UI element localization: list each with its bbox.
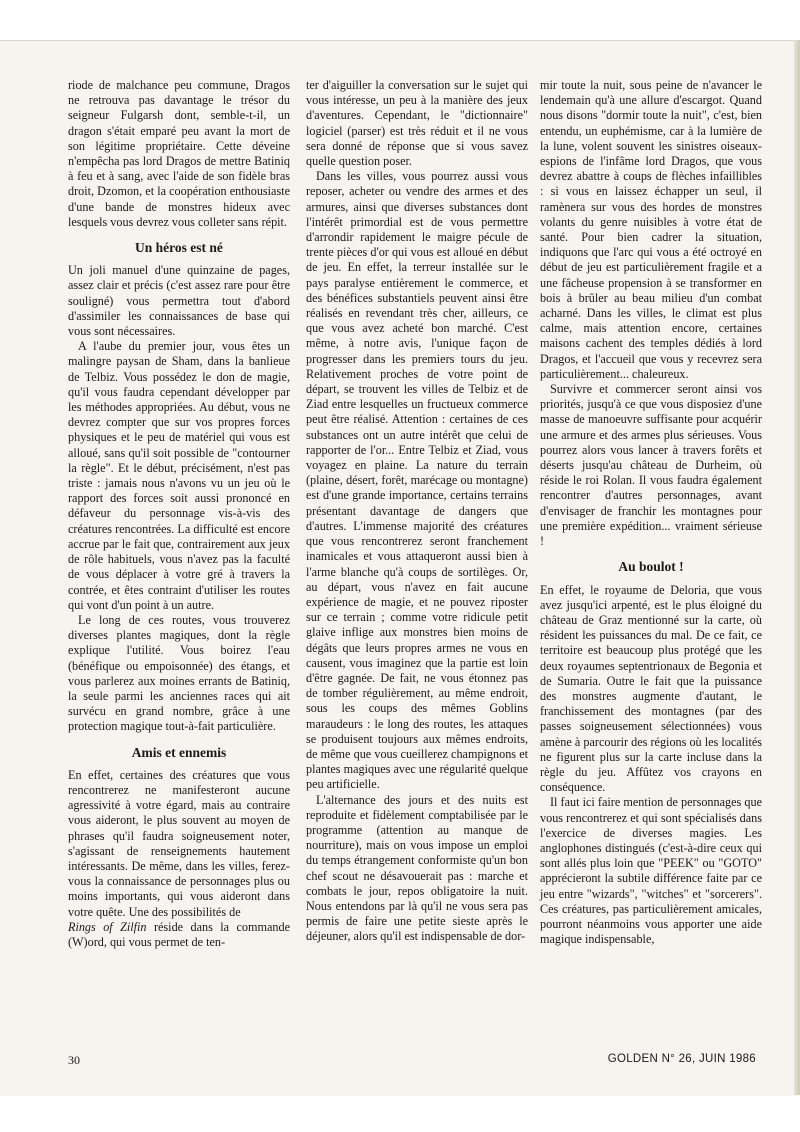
- paragraph: riode de malchance peu commune, Dragos ne retrouva pas davantage le trésor du seigneur Fulgarsh dont, semble-t-il, un dragon s'était emparé peu avant la mort de son légitime propriétaire. Cette déveine n'empêcha pas lord Dragos de mettre Batiniq à feu et à sang, avec l'aide de son fidèle bras droit, Dzomon, et la coopération enthousiaste d'une bande de monstres hideux avec lesquels vous devrez vous colleter sans répit.: [68, 78, 290, 229]
- paragraph-continuation: [68, 920, 290, 950]
- paragraph: Survivre et commercer seront ainsi vos priorités, jusqu'à ce que vous disposiez d'une masse de manoeuvre suffisante pour acquérir une armure et des armes plus sérieuses. Vous pourrez alors vous lancer à travers forêts et déserts jusqu'au château de Durheim, où réside le roi Rolan. Il vous faudra également rencontrer d'autres personnages, avant d'envisager de franchir les montagnes pour une première expédition... vraiment sérieuse !: [540, 382, 762, 549]
- paragraph: L'alternance des jours et des nuits est reproduite et fidèlement comptabilisée par le programme (attention au manque de nourriture), mais on vous impose un emploi du temps étrangement conformiste qu'un bon chef scout ne désavouerait pas : marche et combats le jour, repos obligatoire la nuit. Nous entendons par là qu'il ne vous sera pas permis de faire une petite sieste après le déjeuner, alors qu'il est indispensable de dor-: [306, 792, 528, 944]
- paragraph-text: réside dans la commande (W)ord, qui vous permet de ten-: [68, 919, 290, 949]
- paragraph: Le long de ces routes, vous trouverez diverses plantes magiques, dont la règle explique l'utilité. Vous boirez l'eau (bénéfique ou empoisonnée) des étangs, et vous parlerez aux moines errants de Batiniq, la seule parmi les anciennes races qui ait survécu en grand nombre, grâce à une protection magique tout-à-fait particulière.: [68, 612, 290, 734]
- game-title: Rings of Zilfin: [68, 919, 147, 934]
- page-number: 30: [68, 1053, 80, 1067]
- issue-line: GOLDEN N° 26, JUIN 1986: [607, 1053, 756, 1065]
- section-heading: Amis et ennemis: [131, 744, 227, 760]
- paragraph: mir toute la nuit, sous peine de n'avancer le lendemain qu'à une allure d'escargot. Quand nous disons "dormir toute la nuit", c'est, bien entendu, un euphémisme, car à la lumière de la lune, volent souvent les sinistres oiseaux-espions de l'infâme lord Dragos, que vous devrez abattre à coups de flèches infaillibles : si vous en laissez échapper un seul, il ramènera sur vous des hordes de monstres volants du genre nuisibles à votre état de santé. Pour bien cadrer la situation, indiquons que l'arc qui vous a été octroyé en début de jeu est particulièrement fragile et a une fâcheuse propension à se transformer en bois à brûler au beau milieu d'un combat acharné. Dans les villes, le climat est plus calme, mais attention encore, certaines maisons cachent des temples dédiés à lord Dragos, et l'accueil que vous y recevrez sera particulièrement... chaleureux.: [540, 78, 762, 381]
- column-2: [306, 78, 528, 945]
- paragraph: A l'aube du premier jour, vous êtes un malingre paysan de Sham, dans la banlieue de Telbiz. Vous possédez le don de magie, qu'il vous faudra cependant développer par les méthodes appropriées. Au début, vous ne devrez compter que sur vos propres forces physiques et le peu de matériel qui vous est alloué, sans qu'il soit possible de "contourner la règle". Et le début, précisément, n'est pas triste : jamais nous n'avons vu un jeu où le rapport des forces soit aussi prononcé en défaveur du personnage vis-à-vis des créatures rencontrées. La difficulté est encore accrue par le fait que, contrairement aux jeux de rôle habituels, vous n'avez pas la faculté de vous déplacer à votre gré à travers la contrée, et êtes contraint d'utiliser les routes qui vont d'un point à un autre.: [68, 339, 290, 612]
- paragraph: ter d'aiguiller la conversation sur le sujet qui vous intéresse, un peu à la manière des jeux d'aventures. Cependant, le "dictionnaire" logiciel (parser) est très réduit et il ne vous sera donné de réponse que si vous savez quelle question poser.: [306, 78, 528, 169]
- paragraph: Dans les villes, vous pourrez aussi vous reposer, acheter ou vendre des armes et des armures, ainsi que diverses substances dont l'intérêt primordial est de vous permettre d'arrondir rapidement le maigre pécule de trente pièces d'or qui vous est alloué en début de jeu. En effet, la terreur installée sur le pays paralyse entièrement le commerce, et des bénéfices substantiels peuvent ainsi être réalisés en revendant très cher, ailleurs, ce que vous avez acheté bon marché. C'est même, à notre avis, l'unique façon de progresser dans les premiers tours du jeu. Relativement proches de votre point de départ, se trouvent les villes de Telbiz et de Ziad entre lesquelles un fructueux commerce peut être réalisé. Attention : certaines de ces substances ont un autre intérêt que celui de rapporter de l'or... Entre Telbiz et Ziad, vous voyagez en plaine. La nature du terrain (plaine, désert, forêt, marécage ou montagne) est d'une grande importance, certains terrains présentant davantage de dangers que d'autres. L'immense majorité des créatures que vous rencontrerez seront franchement inamicales et vous attaqueront aussi bien à l'arme blanche qu'à coups de sortilèges. Or, au départ, vous n'avez en fait aucune expérience de magie, et ne pouvez riposter sur ce terrain ; comme votre ridicule petit glaive inflige aux monstres bien moins de dégâts que leurs propres armes ne vous en causent, vous imaginez que la partie est loin d'être gagnée. De fait, ne vous étonnez pas de tomber régulièrement, au même endroit, sous les coups des mêmes Goblins maraudeurs : le long des routes, les attaques se produisent toujours aux mêmes endroits, de même que vous cueillerez champignons et plantes magiques avec une régularité quelque peu artificielle.: [306, 169, 528, 792]
- paragraph: Il faut ici faire mention de personnages que vous rencontrerez et qui sont spécialisés dans l'exercice de diverses magies. Les anglophones distingués (c'est-à-dire ceux qui sont allés plus loin que "PEEK" ou "GOTO" apprécieront la subtile différence faite par ce jeu entre "wizards", "witches" et "sorcerers". Ces créatures, pas particulièrement amicales, pourront néanmoins vous apporter une aide magique indispensable,: [540, 795, 762, 947]
- section-heading: Au boulot !: [618, 559, 684, 575]
- column-3: [540, 78, 762, 947]
- paragraph: En effet, le royaume de Deloria, que vous avez jusqu'ici arpenté, est le plus éloigné du château de Graz mentionné sur la carte, où résident les puissances du mal. De ce fait, ce territoire est beaucoup plus protégé que les deux royaumes septentrionaux de Begonia et de Sumaria. Outre le fait que la puissance des monstres augmente d'autant, le franchissement des montagnes (par des passes soigneusement sélectionnées) vous amène à parcourir des régions où les localités ne figurent plus sur la carte incluse dans la règle du jeu. Affûtez vos crayons en conséquence.: [540, 582, 762, 795]
- column-1: [68, 78, 290, 950]
- paragraph: Un joli manuel d'une quinzaine de pages, assez clair et précis (c'est assez rare pour être souligné) vous permettra tout d'abord d'assimiler les connaissances de base qui vous sont nécessaires.: [68, 263, 290, 339]
- page-edge: [794, 40, 800, 1095]
- paragraph: En effet, certaines des créatures que vous rencontrerez ne manifesteront aucune agressivité à votre égard, mais au contraire vous aideront, le plus souvent au moyen de phrases qu'il faudra soigneusement noter, s'agissant de renseignements hautement intéressants. De même, dans les villes, ferez-vous la connaissance de personnages plus ou moins importants, qui vous aideront dans votre quête. Une des possibilités de: [68, 767, 290, 919]
- section-heading: Un héros est né: [135, 240, 223, 256]
